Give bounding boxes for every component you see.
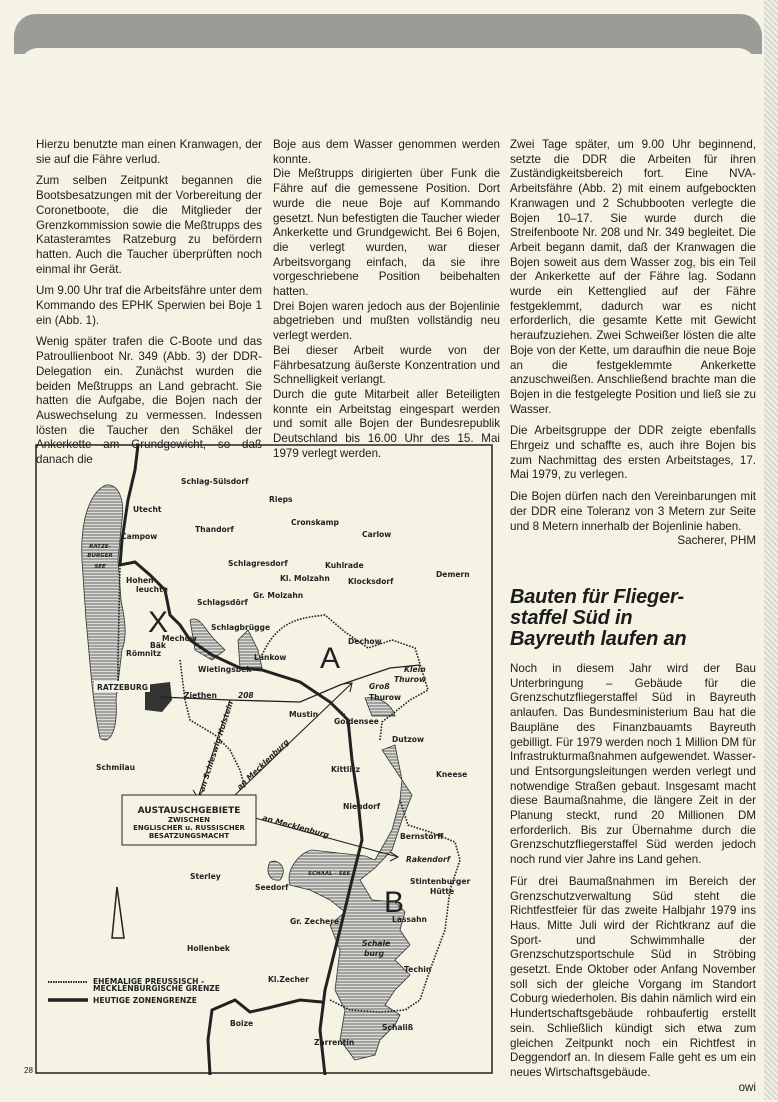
place-label: Carlow xyxy=(362,530,392,539)
place-label: Bernstorff xyxy=(400,832,444,841)
place-label: Campow xyxy=(121,532,158,541)
paragraph: Durch die gute Mitarbeit aller Beteiligten konnte ein Arbeitstag eingespart werden und somit alle Bojen der Bundesrepublik Deutschland bis 16.00 Uhr des 15. Mai 1979 verlegt werden. xyxy=(273,387,500,460)
place-label: Gr. Molzahn xyxy=(253,591,304,600)
paragraph: Bei dieser Arbeit wurde von der Fährbesatzung äußerste Konzentration und Schnelligkeit verlangt. xyxy=(273,343,500,387)
area-b-label: B xyxy=(384,886,405,919)
place-label: Kneese xyxy=(436,770,468,779)
place-label: Thurow xyxy=(394,675,426,684)
place-label: Mechow xyxy=(162,634,197,643)
place-label: Kl. Molzahn xyxy=(280,574,330,583)
place-label: Lassahn xyxy=(392,915,427,924)
page-number: 28 xyxy=(24,1066,33,1075)
ratzeburger-see xyxy=(82,485,125,740)
paragraph: Drei Bojen waren jedoch aus der Bojenlinie abgetrieben und mußten vollständig neu verlegt werden. xyxy=(273,299,500,343)
legend-label: MECKLENBURGISCHE GRENZE xyxy=(93,984,220,993)
arrow-label: an Schleswig-Holstein xyxy=(197,699,236,793)
place-label: Hohen- xyxy=(126,576,157,585)
road-label: 208 xyxy=(238,691,254,700)
place-label: leuchte xyxy=(136,585,168,594)
place-label: RATZEBURG xyxy=(97,683,149,692)
author: owi xyxy=(738,1080,756,1094)
legend-label: HEUTIGE ZONENGRENZE xyxy=(93,996,197,1005)
place-label: Thurow xyxy=(369,693,401,702)
paragraph: Die Bojen dürfen nach den Vereinbarungen mit der DDR eine Toleranz von 3 Metern zur Seite und 8 Metern innerhalb der Bojenlinie haben. xyxy=(510,490,756,533)
place-label: Schaliß xyxy=(382,1023,414,1032)
place-label: Utecht xyxy=(133,505,162,514)
paragraph: Wenig später trafen die C-Boote und das Patroullienboot Nr. 349 (Abb. 3) der DDR-Delegation ein. Zunächst wurden die beiden Meßtrupps an Land gebracht. Sie hatten die Aufgabe, die Bojen nach der Auswechselung zu vermessen. Indessen lösten die Taucher den Schäkel der Ankerkette am Grundgewicht, so daß danach die xyxy=(36,335,262,467)
place-label: Seedorf xyxy=(255,883,289,892)
place-label: Schale xyxy=(362,939,391,948)
place-label: Schmilau xyxy=(96,763,136,772)
place-label: Kittlitz xyxy=(331,765,361,774)
place-label: Boize xyxy=(230,1019,254,1028)
arrow-label: an Mecklenburg xyxy=(261,813,331,840)
place-label: Schlag-Sülsdorf xyxy=(181,477,249,486)
place-label: Dechow xyxy=(348,637,382,646)
author: Sacherer, PHM xyxy=(677,534,756,548)
paragraph: Hierzu benutzte man einen Kranwagen, der sie auf die Fähre verlud. xyxy=(36,138,262,166)
place-label: Römnitz xyxy=(126,649,162,658)
place-label: Lankow xyxy=(254,653,287,662)
legend-label: EHEMALIGE PREUSSISCH - xyxy=(93,977,205,986)
place-label: Goldensee xyxy=(334,717,379,726)
place-label: Rakendorf xyxy=(406,855,451,864)
paragraph: Für drei Baumaßnahmen im Bereich der Grenzschutzverwaltung Süd steht die Richtfestfeier für das zweite Halbjahr 1979 ins Haus. Mitte Juli wird der Richtkranz auf die Sport- und Schwimmhalle der Grenzschutzsportschule Süd in Ströbing gesetzt. Ende Oktober oder Anfang November soll sich der gleiche Vorgang im Standort Coburg wiederholen. Bis dahin nämlich wird ein Hundertschaftsgebäude rohbaufertig erstellt sein. Schließlich kündigt sich etwa zum gleichen Zeitpunkt noch ein Richtfest in Deggendorf an. In diesem Falle geht es um ein neues Wirtschaftsgebäude. xyxy=(510,874,756,1079)
place-label: Demern xyxy=(436,570,470,579)
paragraph: Die Meßtrupps dirigierten über Funk die Fähre auf die gemessene Position. Dort wurde die neue Boje auf Kommando gesetzt. Nun befestigten die Taucher wieder Ankerkette und Grundgewicht. Bei 6 Bojen, die verlegt wurden, war dieser Arbeitsvorgang einfach, da sie ihre vorgeschriebene Position beibehalten hatten. xyxy=(273,167,500,299)
lake-label: BURGER xyxy=(87,553,113,559)
place-label: Schlagsdörf xyxy=(197,598,248,607)
lake-label: RATZE- xyxy=(89,544,111,550)
box-line: BESATZUNGSMACHT xyxy=(148,832,230,840)
place-label: Kl.Zecher xyxy=(268,975,309,984)
place-label: Schlagresdorf xyxy=(228,559,288,568)
headline-line: staffel Süd in xyxy=(510,606,633,629)
place-label: Groß xyxy=(369,682,390,691)
place-label: Schlagbrügge xyxy=(211,623,271,632)
place-label: Ziethen xyxy=(184,691,217,700)
place-label: Sterley xyxy=(190,872,221,881)
lake-label: SCHAAL - SEE xyxy=(308,871,351,877)
place-label: Kuhlrade xyxy=(325,561,364,570)
lake-label: SEE xyxy=(94,564,106,570)
place-label: Mustin xyxy=(289,710,319,719)
place-label: Gr. Zechere xyxy=(290,917,340,926)
place-label: Cronskamp xyxy=(291,518,339,527)
area-x-label: X xyxy=(148,606,169,639)
box-title: AUSTAUSCHGEBIETE xyxy=(137,806,241,816)
place-label: Klein xyxy=(404,665,426,674)
box-line: ENGLISCHER u. RUSSISCHER xyxy=(133,824,245,832)
paragraph: Boje aus dem Wasser genommen werden konnte. xyxy=(273,138,500,166)
place-label: Niendorf xyxy=(343,802,381,811)
headline-line: Bayreuth laufen an xyxy=(510,627,687,650)
lake-seedorf xyxy=(268,861,283,880)
place-label: Techin xyxy=(404,965,432,974)
place-label: Klocksdorf xyxy=(348,577,394,586)
lake-lankow xyxy=(238,630,262,668)
place-label: Bäk xyxy=(150,641,166,650)
paragraph: Die Arbeitsgruppe der DDR zeigte ebenfalls Ehrgeiz und schaffte es, auch ihre Bojen bis zum Nachmittag des ersten Arbeitstages, 17. Mai 1979, zu verlegen. xyxy=(510,424,756,482)
north-arrow-icon xyxy=(112,887,124,938)
box-line: ZWISCHEN xyxy=(167,816,211,824)
place-labels xyxy=(94,477,470,1047)
zone-border-south xyxy=(208,1000,322,1075)
place-label: Rieps xyxy=(269,495,293,504)
place-label: burg xyxy=(364,949,385,958)
place-label: Hollenbek xyxy=(187,944,230,953)
paragraph: Zum selben Zeitpunkt begannen die Bootsbesatzungen mit der Vorbereitung der Coronetboote, die die Mitglieder der Grenzkommission sowie die Meßtrupps des Katasteramtes Ratzeburg zu befördern hatten. Auch die Taucher überprüften noch einmal ihr Gerät. xyxy=(36,174,262,276)
place-label: Stintenburger xyxy=(410,877,471,886)
place-label: Thandorf xyxy=(195,525,234,534)
place-label: Wietingsbek xyxy=(198,665,252,674)
headline-line: Bauten für Flieger- xyxy=(510,585,684,608)
paragraph: Noch in diesem Jahr wird der Bau Unterbringung – Gebäude für die Grenzschutzfliegerstaffel Süd in Bayreuth anlaufen. Das Bundesministerium Bau hat die Baupläne des Finanzbauamts Bayreuth gebilligt. Für 1979 werden noch 1 Million DM für Infrastrukturmaßnahmen aufgewendet. Wasser- und Entsorgungsleitungen werden verlegt und notwendige Straßen gebaut. Insgesamt macht diese Baumaßnahme, die längere Zeit in der Planung steckt, rund 20 Millionen DM erforderlich. Bis zur Übernahme durch die Grenzschutzfliegerstaffel Süd werden jedoch noch rund vier Jahre ins Land gehen. xyxy=(510,661,756,867)
paragraph: Um 9.00 Uhr traf die Arbeitsfähre unter dem Kommando des EPHK Sperwien bei Boje 1 ein (Abb. 1). xyxy=(36,284,262,327)
arrow-label: an Mecklenburg xyxy=(235,737,291,792)
place-label: Hütte xyxy=(430,887,455,896)
place-label: Dutzow xyxy=(392,735,424,744)
paragraph: Zwei Tage später, um 9.00 Uhr beginnend, setzte die DDR die Arbeiten für ihren Zuständigkeitsbereich fort. Eine NVA-Arbeitsfähre (Abb. 2) mit einem aufgebockten Kranwagen und 2 Schubbooten verlegte die Bojen 10–17. Sie wurde durch die Streifenboote Nr. 208 und Nr. 349 begleitet. Die Arbeit begann damit, daß der Kranwagen die Bojen soweit aus dem Wasser zog, bis ein Teil der Ankerkette auf der Fähre lag. Sodann wurde ein Kettenglied auf der Fähre festgeklemmt, dadurch war es nicht erforderlich, die gesamte Kette mit Gewicht heraufzuziehen. Zwei Schweißer lösten die alte Boje von der Kette, um daraufhin die neue Boje an die festgeklemmte Ankerkette anzuschweißen. Anschließend brachte man die Bojen in die festgelegte Position und ließ sie zu Wasser. xyxy=(510,138,756,416)
place-label: Zarrentin xyxy=(314,1038,355,1047)
area-a-label: A xyxy=(320,642,341,675)
